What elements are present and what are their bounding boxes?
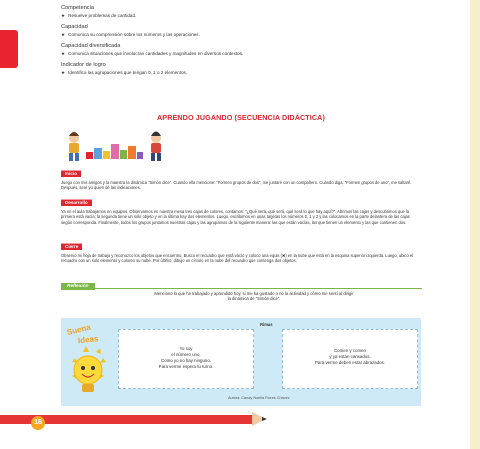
section-heading: APRENDO JUGANDO (SECUENCIA DIDÁCTICA) — [157, 113, 325, 122]
capacidad-diversificada-title: Capacidad diversificada — [61, 43, 121, 49]
sun-mascot-illustration — [64, 318, 116, 402]
desarrollo-text: Ya en el aula trabajamos en equipos. Observamos en nuestra mesa tres cajas de colores, contamos: “¿Qué será, qué será, qué será lo que hay aquí?”. Abrimos las cajas y descubrimos que la primera está vacía; la segunda tiene un solo objeto y en la última hay dos elementos. Luego, escribimos en unas tarjetas los números 0, 1 y 2 y las colocamos en la parte delantera de las cajas según corresponda. Finalmente, todos los grupos juntamos nuestras cajas y las agrupamos de la siguiente manera: las que están vacías, las que tienen un elemento y las que contienen dos. — [61, 209, 410, 225]
badge-word-1: Suena — [66, 322, 92, 338]
poem-author: Autora: Candy Noelia Flores Chávez — [228, 396, 290, 400]
page-edge — [470, 0, 480, 449]
desarrollo-label: Desarrollo — [61, 200, 92, 206]
poem-card-1 — [118, 329, 254, 389]
competencia-item: ★ Resuelve problemas de cantidad. — [61, 13, 137, 18]
section-tab — [0, 30, 18, 68]
star-bullet-icon: ★ — [61, 51, 66, 56]
children-playing-illustration — [64, 126, 172, 166]
capacidad-title: Capacidad — [61, 24, 88, 30]
inicio-label: Inicio — [61, 171, 81, 177]
poem-title: Rimas — [260, 322, 273, 327]
poem-card-2 — [282, 329, 418, 389]
star-bullet-icon: ★ — [61, 32, 66, 37]
indicador-title: Indicador de logro — [61, 62, 106, 68]
capacidad-item: ★ Comunica su comprensión sobre los números y las operaciones. — [61, 32, 200, 37]
reflexion-text: Menciono lo que he trabajado y aprendido hoy, si me ha gustado o no la actividad y cómo me sentí al dirigir la dinámica de “Simón dice”. — [154, 291, 354, 302]
competencia-title: Competencia — [61, 5, 94, 11]
poem-card-1-text: Yo soy el número uno. Como yo no hay ninguno. Para verme espera tu turno. — [158, 346, 214, 369]
indicador-item: ★ Identifica las agrupaciones que tengan 0, 1 o 2 elementos. — [61, 70, 188, 75]
reflexion-rule — [68, 288, 422, 289]
inicio-text: Juego con mis amigos y la maestra la dinámica “Simón dice”. Cuando ella mencione: “Formen grupos de dos”, me juntaré con un compañero. Cuando diga: “Formen grupos de uno”, me saltaré. Después, seré yo quien dé las indicaciones. — [61, 180, 412, 191]
badge-word-2: Ideas — [77, 334, 99, 346]
capacidad-diversificada-item: ★ Comunica situaciones que involucran cantidades y magnitudes en diversos contextos. — [61, 51, 244, 56]
page-number: 18 — [31, 416, 45, 430]
poem-card-2-text: Comen y comen y ya están cansados. Para verme deben estar abrazados. — [314, 348, 386, 365]
cierre-label: Cierre — [61, 244, 82, 250]
cierre-text: Observo mi hoja de trabajo y reconozco los objetos que encuentro. Busco el recuadro que está vacío y coloco una equis (✖) en la nube que está en la esquina superior izquierda. Luego, ubico el recuadro con un solo elemento y coloreo su nube. Por último, dibujo un círculo en la nube del recuadro que contenga dos objetos. — [61, 253, 414, 264]
star-bullet-icon: ★ — [61, 70, 66, 75]
star-bullet-icon: ★ — [61, 13, 66, 18]
reflexion-label: Reflexión — [61, 283, 95, 290]
